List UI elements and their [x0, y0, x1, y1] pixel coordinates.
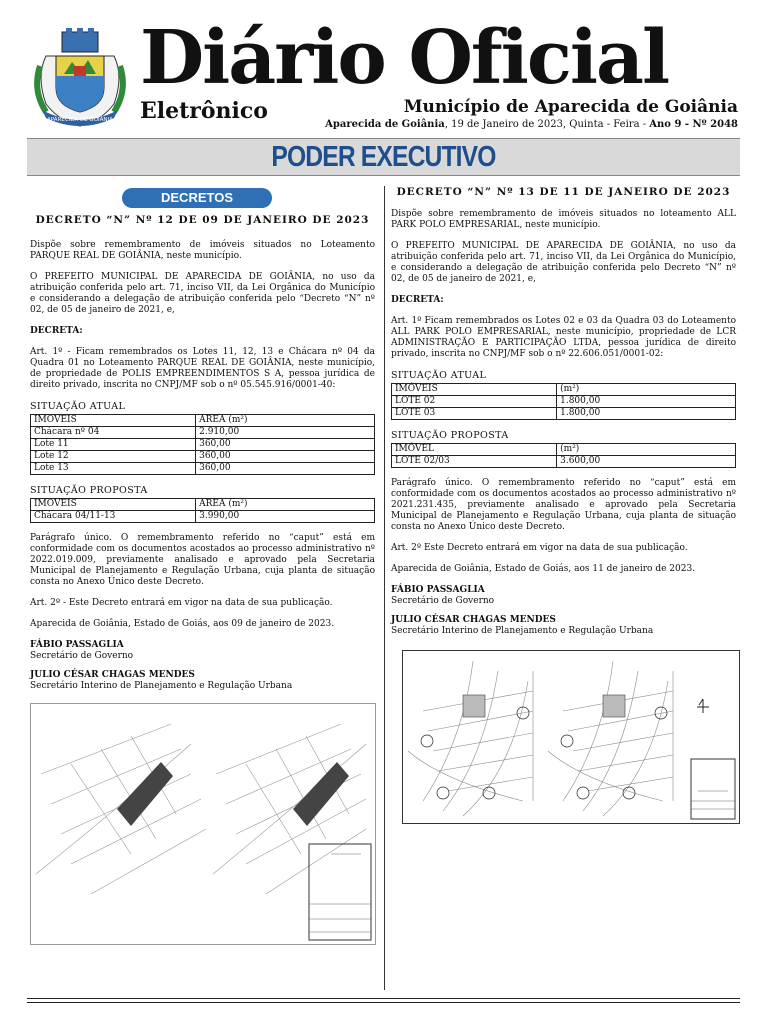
signer-role: Secretário de Governo	[391, 596, 495, 606]
decree12-current-table	[30, 414, 375, 475]
table-cell: 360,00	[196, 439, 375, 451]
decree12-paragraph: Parágrafo único. O remembramento referido no “caput” está em conformidade com os documentos acostados ao processo administrativo nº 2022.019.009, previamente analisado e aprovado pela Secretaria Municipal de Planejamento e Regulação Urbana, cuja planta de situação consta no Anexo Único deste Decreto.	[30, 533, 375, 587]
masthead	[0, 0, 768, 140]
decree13-paragraph: Parágrafo único. O remembramento referido no “caput” está em conformidade com os documentos acostados ao processo administrativo nº 2021.231.435, previamente analisado e aprovado pela Secretaria Municipal de Planejamento e Regulação Urbana, cuja planta de situação consta no Anexo Único deste Decreto.	[391, 478, 736, 532]
svg-text:APARECIDA DE GOIÂNIA: APARECIDA DE GOIÂNIA	[47, 117, 113, 123]
decree12-decreta-label: DECRETA:	[30, 326, 83, 336]
dateline-number: - Nº 2048	[681, 119, 738, 130]
municipal-crest-icon	[32, 26, 128, 130]
decree13-current-table	[391, 383, 736, 420]
table-row	[392, 456, 736, 468]
table-cell: 360,00	[196, 451, 375, 463]
decree12-art1: Art. 1º - Ficam remembrados os Lotes 11, 12, 13 e Chácara nº 04 da Quadra 01 no Loteamento PARQUE REAL DE GOIÂNIA, neste município, de propriedade de POLIS EMPREENDIMENTOS S A, pessoa jurídica de direito privado, inscrita no CNPJ/MF sob o nº 05.545.916/0001-40:	[30, 347, 375, 390]
table-cell: LOTE 02/03	[392, 456, 557, 468]
section-banner	[27, 138, 740, 176]
signer-name: FÁBIO PASSAGLIA	[391, 585, 485, 595]
dateline-year: Ano 9	[649, 119, 682, 130]
table-cell: IMÓVEL	[392, 444, 557, 456]
table-cell: IMOVEIS	[31, 499, 196, 511]
signer-name: JULIO CÉSAR CHAGAS MENDES	[391, 615, 556, 625]
table-row	[31, 427, 375, 439]
decree12-current-label: SITUAÇÃO ATUAL	[30, 401, 126, 412]
footer-rule	[27, 998, 740, 999]
table-cell: 3.600,00	[557, 456, 736, 468]
table-cell: Lote 11	[31, 439, 196, 451]
signer-role: Secretário Interino de Planejamento e Regulação Urbana	[391, 626, 654, 636]
decree13-place-date: Aparecida de Goiânia, Estado de Goiás, aos 11 de janeiro de 2023.	[391, 564, 696, 574]
table-cell: (m²)	[557, 384, 736, 396]
table-row	[31, 511, 375, 523]
decree12-art2: Art. 2º - Este Decreto entrará em vigor na data de sua publicação.	[30, 598, 333, 608]
decree13-site-plan	[402, 650, 740, 824]
right-column	[391, 186, 736, 645]
decree13-heading: DECRETO “N” Nº 13 DE 11 DE JANEIRO DE 2023	[396, 186, 731, 198]
decree13-decreta	[391, 295, 736, 306]
table-row	[392, 396, 736, 408]
table-cell: IMÓVEIS	[392, 384, 557, 396]
decree13-signature-1	[391, 585, 736, 607]
decree13-decreta-label: DECRETA:	[391, 295, 444, 305]
decree13-proposed-table	[391, 443, 736, 468]
table-row	[31, 415, 375, 427]
table-cell: 1.800,00	[557, 408, 736, 420]
table-row	[31, 439, 375, 451]
table-row	[31, 451, 375, 463]
decree12-ementa: Dispõe sobre remembramento de imóveis situados no Loteamento PARQUE REAL DE GOIÂNIA, neste município.	[30, 240, 375, 261]
table-cell: AREA (m²)	[196, 499, 375, 511]
category-pill: DECRETOS	[122, 188, 272, 208]
decree13-art1: Art. 1º Ficam remembrados os Lotes 02 e 03 da Quadra 03 do Loteamento ALL PARK POLO EMPRESARIAL, neste município, propriedade de LCR ADMINISTRAÇÃO E PARTICIPAÇÃO LTDA, pessoa jurídica de direito privado, inscrita no CNPJ/MF sob o nº 22.606.051/0001-02:	[391, 316, 736, 359]
decree12-preamble: O PREFEITO MUNICIPAL DE APARECIDA DE GOIÂNIA, no uso da atribuição conferida pelo art. 71, inciso VII, da Lei Orgânica do Município e considerando a delegação de atribuição conferida pelo “Decreto “N” nº 02, de 05 de janeiro de 2021, e,	[30, 272, 375, 315]
table-row	[31, 463, 375, 475]
decree12-decreta	[30, 326, 375, 337]
table-row	[392, 408, 736, 420]
table-cell: Lote 12	[31, 451, 196, 463]
signer-role: Secretário Interino de Planejamento e Regulação Urbana	[30, 681, 293, 691]
edition-label: Eletrônico	[140, 98, 268, 124]
decree12-heading: DECRETO “N” Nº 12 DE 09 DE JANEIRO DE 2023	[35, 214, 370, 226]
decree13-signature-2	[391, 615, 736, 637]
table-row	[392, 384, 736, 396]
table-cell: Lote 13	[31, 463, 196, 475]
table-cell: LOTE 02	[392, 396, 557, 408]
dateline-city: Aparecida de Goiânia	[325, 119, 445, 130]
decree13-ementa: Dispõe sobre remembramento de imóveis situados no loteamento ALL PARK POLO EMPRESARIAL, neste município.	[391, 209, 736, 230]
table-cell: Chácara 04/11-13	[31, 511, 196, 523]
table-row	[392, 444, 736, 456]
decree12-signature-2	[30, 670, 375, 692]
table-cell: (m²)	[557, 444, 736, 456]
table-cell: 1.800,00	[557, 396, 736, 408]
table-cell: 360,00	[196, 463, 375, 475]
table-cell: IMOVEIS	[31, 415, 196, 427]
dateline-date: , 19 de Janeiro de 2023, Quinta - Feira -	[444, 119, 650, 130]
dateline	[325, 118, 738, 132]
column-divider	[384, 186, 385, 990]
decree12-proposed-label: SITUAÇÃO PROPOSTA	[30, 485, 148, 496]
decree12-proposed-table	[30, 498, 375, 523]
section-banner-title: PODER EXECUTIVO	[271, 141, 496, 173]
table-cell: AREA (m²)	[196, 415, 375, 427]
table-cell: Chácara nº 04	[31, 427, 196, 439]
decree13-preamble: O PREFEITO MUNICIPAL DE APARECIDA DE GOIÂNIA, no uso da atribuição conferida pelo art. 71, inciso VII, da Lei Orgânica do Município, e considerando a delegação de atribuição conferida pelo Decreto “N” nº 02, de 05 de janeiro de 2021, e,	[391, 241, 736, 284]
table-cell: 3.990,00	[196, 511, 375, 523]
table-row	[31, 499, 375, 511]
signer-name: FÁBIO PASSAGLIA	[30, 640, 124, 650]
left-column	[30, 186, 375, 700]
decree13-current-label: SITUAÇÃO ATUAL	[391, 370, 487, 381]
newspaper-title: Diário Oficial	[140, 15, 669, 101]
signer-name: JULIO CÉSAR CHAGAS MENDES	[30, 670, 195, 680]
decree13-art2: Art. 2º Este Decreto entrará em vigor na data de sua publicação.	[391, 543, 688, 553]
table-cell: 2.910,00	[196, 427, 375, 439]
decree12-site-plan	[30, 703, 376, 945]
signer-role: Secretário de Governo	[30, 651, 134, 661]
decree12-signature-1	[30, 640, 375, 662]
decree13-proposed-label: SITUAÇÃO PROPOSTA	[391, 430, 509, 441]
footer-rule	[27, 1002, 740, 1003]
municipality-name: Município de Aparecida de Goiânia	[403, 97, 738, 117]
decree12-place-date: Aparecida de Goiânia, Estado de Goiás, aos 09 de janeiro de 2023.	[30, 619, 335, 629]
table-cell: LOTE 03	[392, 408, 557, 420]
